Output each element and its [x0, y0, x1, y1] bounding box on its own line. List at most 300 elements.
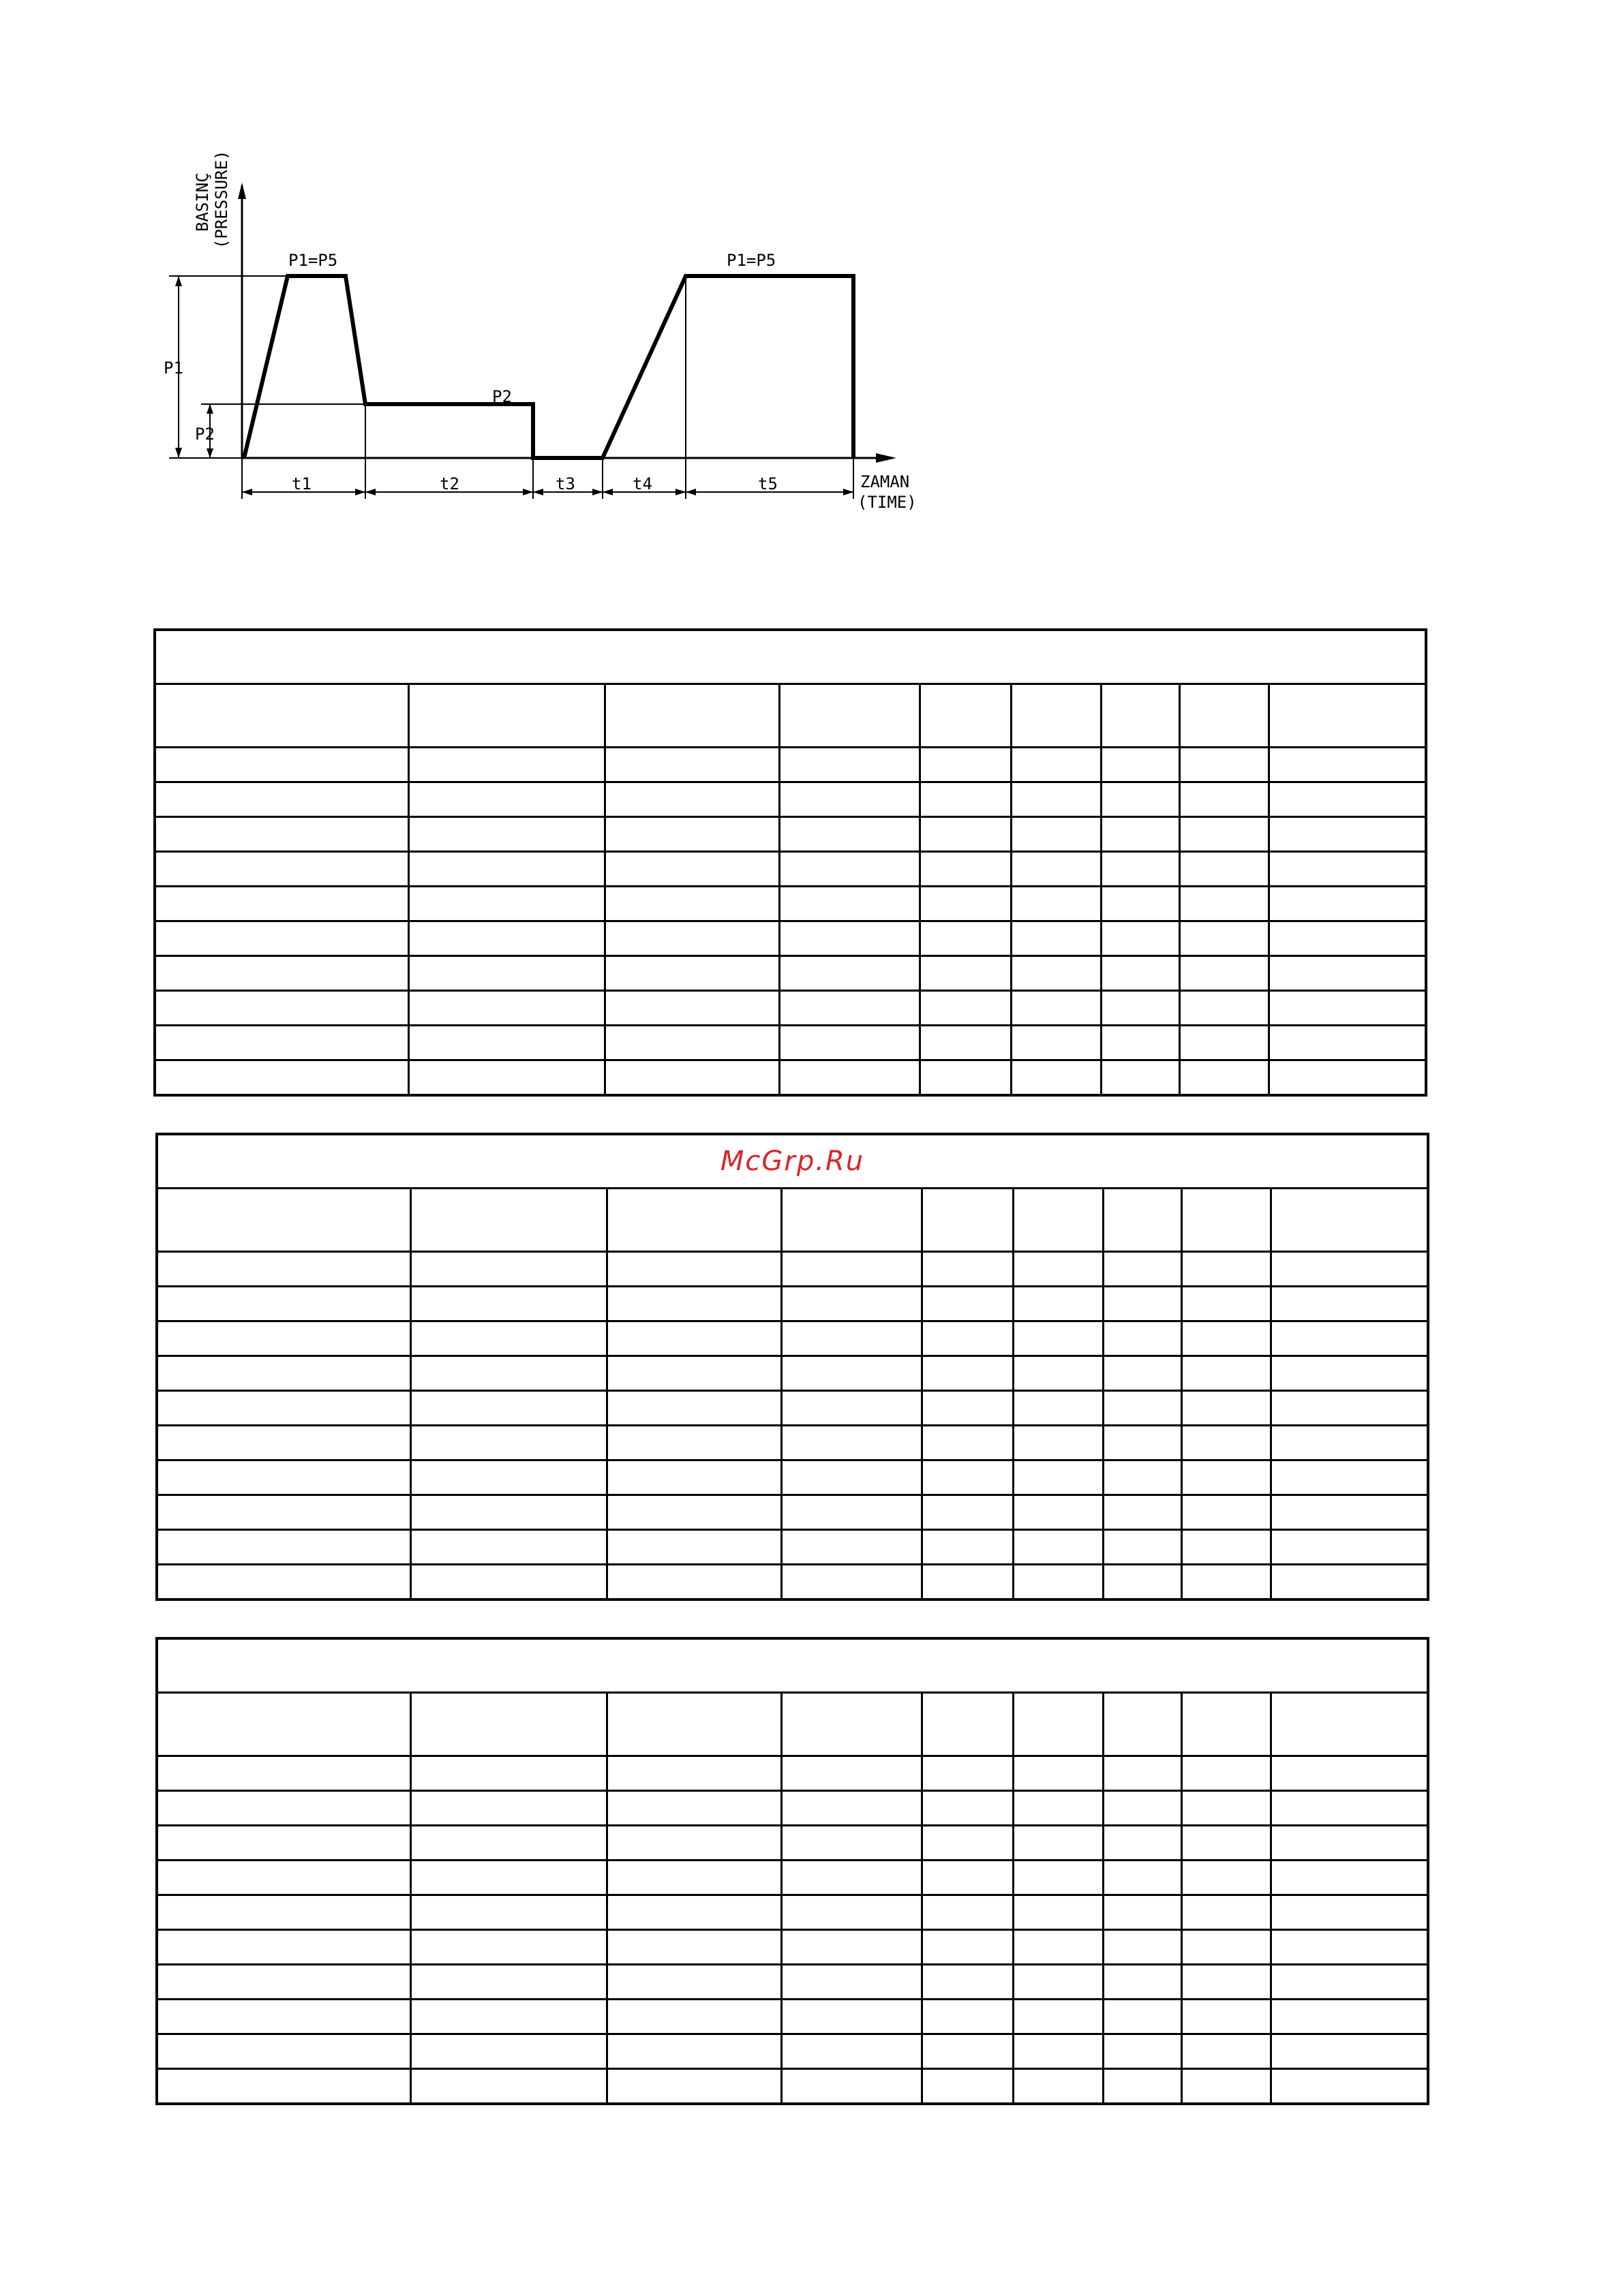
- table-cell: [1013, 1460, 1103, 1495]
- table-cell: [1271, 1252, 1428, 1287]
- table-cell: [410, 2069, 607, 2104]
- table-cell: [1103, 1826, 1181, 1861]
- table-cell: [410, 2000, 607, 2034]
- header-cell: [1013, 1189, 1103, 1252]
- table-cell: [410, 1391, 607, 1426]
- table-cell: [1103, 1426, 1181, 1460]
- table-row: [157, 1287, 1428, 1321]
- table-cell: [781, 1356, 922, 1391]
- table-title: [157, 1134, 1428, 1189]
- table-cell: [1103, 2000, 1181, 2034]
- table-cell: [1181, 1861, 1271, 1895]
- mid-label: P2: [492, 387, 512, 406]
- table-cell: [1269, 852, 1426, 887]
- y-axis-arrow: [238, 183, 246, 199]
- table-cell: [922, 1895, 1013, 1930]
- table-cell: [1101, 852, 1179, 887]
- table-cell: [1103, 1965, 1181, 2000]
- table-cell: [922, 1495, 1013, 1530]
- table-cell: [1181, 1965, 1271, 2000]
- table-cell: [1269, 817, 1426, 852]
- header-cell: [781, 1693, 922, 1756]
- t4-label: t4: [633, 474, 652, 493]
- table-cell: [1271, 1495, 1428, 1530]
- table-cell: [1271, 1321, 1428, 1356]
- table-row: [155, 748, 1426, 782]
- table-cell: [1103, 1321, 1181, 1356]
- p1-arrow-top: [175, 276, 182, 286]
- table-cell: [605, 1026, 779, 1060]
- table-cell: [408, 817, 605, 852]
- table-cell: [1181, 2069, 1271, 2104]
- table-cell: [1101, 782, 1179, 817]
- table-cell: [781, 1495, 922, 1530]
- table-row: [155, 921, 1426, 956]
- table-cell: [155, 956, 408, 991]
- table-1: [153, 628, 1427, 1097]
- table-cell: [922, 1321, 1013, 1356]
- table-cell: [408, 852, 605, 887]
- dim-p1: P1: [164, 358, 183, 378]
- table-cell: [1181, 1287, 1271, 1321]
- table-cell: [1269, 956, 1426, 991]
- header-cell: [1269, 684, 1426, 748]
- table-cell: [410, 1965, 607, 2000]
- table-cell: [781, 1426, 922, 1460]
- header-cell: [605, 684, 779, 748]
- table-cell: [410, 1895, 607, 1930]
- table-cell: [607, 1356, 781, 1391]
- table-row: [157, 2069, 1428, 2104]
- table-cell: [1013, 1826, 1103, 1861]
- table-cell: [408, 991, 605, 1026]
- table-cell: [1013, 2034, 1103, 2069]
- table-cell: [157, 1826, 410, 1861]
- table-cell: [1179, 921, 1269, 956]
- table-cell: [1271, 2034, 1428, 2069]
- table-cell: [408, 1026, 605, 1060]
- t1-label: t1: [292, 474, 312, 493]
- header-cell: [607, 1189, 781, 1252]
- table-cell: [781, 2069, 922, 2104]
- table-cell: [1181, 1321, 1271, 1356]
- header-cell: [1181, 1693, 1271, 1756]
- table-cell: [1271, 1965, 1428, 2000]
- table-cell: [157, 2034, 410, 2069]
- table-row: [157, 1791, 1428, 1826]
- dim-p2: P2: [195, 425, 215, 444]
- table-cell: [922, 1756, 1013, 1791]
- table-cell: [1011, 782, 1101, 817]
- table-cell: [605, 748, 779, 782]
- table-cell: [607, 1530, 781, 1565]
- table-cell: [607, 1252, 781, 1287]
- table-cell: [920, 887, 1011, 921]
- table-cell: [1011, 921, 1101, 956]
- table-cell: [607, 1287, 781, 1321]
- table-cell: [1181, 1391, 1271, 1426]
- table-cell: [157, 1495, 410, 1530]
- table-row: [157, 1895, 1428, 1930]
- table-cell: [920, 817, 1011, 852]
- table-cell: [607, 1495, 781, 1530]
- header-cell: [1011, 684, 1101, 748]
- table-row: [155, 1026, 1426, 1060]
- table-cell: [922, 1356, 1013, 1391]
- x-axis-arrow: [876, 453, 896, 463]
- table-cell: [155, 748, 408, 782]
- table-2: [155, 1133, 1429, 1601]
- table-cell: [781, 2000, 922, 2034]
- header-cell: [410, 1693, 607, 1756]
- table-cell: [410, 1460, 607, 1495]
- table-cell: [410, 1287, 607, 1321]
- table-header-row: [155, 684, 1426, 748]
- table-cell: [1103, 1391, 1181, 1426]
- table-cell: [1101, 1060, 1179, 1096]
- table-cell: [1013, 2069, 1103, 2104]
- table-cell: [1103, 1565, 1181, 1600]
- table-cell: [1103, 1460, 1181, 1495]
- table-cell: [605, 921, 779, 956]
- table-cell: [607, 1460, 781, 1495]
- table-cell: [1181, 1565, 1271, 1600]
- table-cell: [1181, 1791, 1271, 1826]
- table-cell: [1011, 748, 1101, 782]
- table-cell: [922, 1791, 1013, 1826]
- table-row: [157, 1495, 1428, 1530]
- table-cell: [1181, 1460, 1271, 1495]
- table-cell: [1013, 1791, 1103, 1826]
- table-cell: [605, 782, 779, 817]
- table-cell: [157, 1791, 410, 1826]
- table-cell: [1271, 1426, 1428, 1460]
- p2-arrow-top: [207, 404, 213, 414]
- table-cell: [155, 887, 408, 921]
- table-cell: [779, 921, 920, 956]
- table-cell: [607, 1895, 781, 1930]
- table-row: [155, 817, 1426, 852]
- table-cell: [607, 1756, 781, 1791]
- header-cell: [922, 1693, 1013, 1756]
- table-cell: [922, 2034, 1013, 2069]
- table-cell: [607, 2000, 781, 2034]
- table-cell: [605, 817, 779, 852]
- table-cell: [157, 1391, 410, 1426]
- table-cell: [157, 1460, 410, 1495]
- table-cell: [1103, 1252, 1181, 1287]
- table-cell: [781, 1530, 922, 1565]
- t3-label: t3: [556, 474, 575, 493]
- header-cell: [1271, 1189, 1428, 1252]
- table-cell: [157, 1356, 410, 1391]
- table-row: [157, 1321, 1428, 1356]
- table-row: [157, 1530, 1428, 1565]
- table-cell: [922, 1252, 1013, 1287]
- table-cell: [1011, 887, 1101, 921]
- table-row: [155, 887, 1426, 921]
- table-cell: [781, 1565, 922, 1600]
- table-cell: [779, 852, 920, 887]
- table-cell: [410, 2034, 607, 2069]
- table-cell: [157, 2069, 410, 2104]
- table-cell: [1101, 956, 1179, 991]
- table-cell: [1271, 1930, 1428, 1965]
- table-3: [155, 1637, 1429, 2105]
- table-cell: [408, 782, 605, 817]
- x-axis-label-2: (TIME): [858, 493, 917, 512]
- table-cell: [410, 1426, 607, 1460]
- table-cell: [1013, 1391, 1103, 1426]
- table-cell: [781, 1895, 922, 1930]
- table-cell: [1013, 1426, 1103, 1460]
- table-cell: [781, 1930, 922, 1965]
- header-cell: [1181, 1189, 1271, 1252]
- table-cell: [157, 1895, 410, 1930]
- table-cell: [155, 921, 408, 956]
- table-cell: [781, 1756, 922, 1791]
- table-cell: [155, 782, 408, 817]
- table-cell: [408, 887, 605, 921]
- table-cell: [410, 1791, 607, 1826]
- table-cell: [1181, 2000, 1271, 2034]
- table-cell: [1181, 1356, 1271, 1391]
- header-cell: [157, 1693, 410, 1756]
- table-cell: [605, 956, 779, 991]
- table-cell: [1103, 1287, 1181, 1321]
- table-cell: [920, 991, 1011, 1026]
- table-cell: [607, 1391, 781, 1426]
- table-cell: [607, 2034, 781, 2069]
- table-cell: [1101, 921, 1179, 956]
- table-cell: [410, 1530, 607, 1565]
- table-cell: [779, 817, 920, 852]
- table-cell: [607, 1930, 781, 1965]
- header-cell: [410, 1189, 607, 1252]
- table-cell: [410, 1861, 607, 1895]
- table-row: [157, 1756, 1428, 1791]
- table-cell: [781, 1460, 922, 1495]
- table-cell: [410, 1930, 607, 1965]
- table-cell: [1271, 1356, 1428, 1391]
- table-row: [157, 1460, 1428, 1495]
- header-cell: [1103, 1189, 1181, 1252]
- table-row: [157, 1826, 1428, 1861]
- table-cell: [922, 1460, 1013, 1495]
- table-cell: [1103, 1930, 1181, 1965]
- table-cell: [922, 1861, 1013, 1895]
- table-cell: [607, 1426, 781, 1460]
- table-cell: [1181, 1756, 1271, 1791]
- table-row: [157, 1930, 1428, 1965]
- table-cell: [922, 1930, 1013, 1965]
- table-cell: [1013, 1756, 1103, 1791]
- table-row: [157, 2000, 1428, 2034]
- table-cell: [1011, 1026, 1101, 1060]
- table-cell: [1103, 1356, 1181, 1391]
- table-cell: [1179, 956, 1269, 991]
- header-cell: [781, 1189, 922, 1252]
- table-cell: [1179, 887, 1269, 921]
- table-cell: [1181, 1495, 1271, 1530]
- table-cell: [1181, 2034, 1271, 2069]
- table-cell: [607, 1826, 781, 1861]
- table-cell: [779, 1060, 920, 1096]
- peak-label-right: P1=P5: [727, 251, 776, 270]
- table-cell: [1271, 1565, 1428, 1600]
- header-cell: [1103, 1693, 1181, 1756]
- table-cell: [607, 2069, 781, 2104]
- table-cell: [1179, 748, 1269, 782]
- table-cell: [1103, 1530, 1181, 1565]
- table-header-row: [157, 1693, 1428, 1756]
- table-cell: [1103, 1895, 1181, 1930]
- header-cell: [779, 684, 920, 748]
- table-cell: [1271, 1791, 1428, 1826]
- table-cell: [922, 1287, 1013, 1321]
- table-cell: [781, 1321, 922, 1356]
- table-cell: [1013, 2000, 1103, 2034]
- table-cell: [155, 991, 408, 1026]
- table-cell: [922, 2000, 1013, 2034]
- table-cell: [781, 1965, 922, 2000]
- table-cell: [410, 1495, 607, 1530]
- table-cell: [922, 1826, 1013, 1861]
- table-cell: [920, 748, 1011, 782]
- table-cell: [605, 1060, 779, 1096]
- table-cell: [1271, 1391, 1428, 1426]
- table-row: [157, 1861, 1428, 1895]
- table-cell: [1013, 1565, 1103, 1600]
- table-cell: [1269, 782, 1426, 817]
- table-cell: [408, 921, 605, 956]
- table-cell: [779, 956, 920, 991]
- table-row: [155, 782, 1426, 817]
- table-cell: [1269, 1060, 1426, 1096]
- table-cell: [607, 1321, 781, 1356]
- table-row: [157, 2034, 1428, 2069]
- table-title-text: McGrp.Ru: [720, 1146, 865, 1177]
- table-cell: [922, 1965, 1013, 2000]
- table-cell: [1271, 2069, 1428, 2104]
- table-cell: [1101, 748, 1179, 782]
- table-cell: [779, 782, 920, 817]
- table-cell: [1103, 1861, 1181, 1895]
- table-cell: [408, 956, 605, 991]
- table-cell: [1103, 1756, 1181, 1791]
- table-cell: [157, 1861, 410, 1895]
- table-cell: [607, 1791, 781, 1826]
- table-cell: [1013, 1930, 1103, 1965]
- t2-label: t2: [440, 474, 459, 493]
- table-cell: [922, 1426, 1013, 1460]
- table-cell: [605, 887, 779, 921]
- table-cell: [779, 748, 920, 782]
- table-cell: [1179, 782, 1269, 817]
- p2-arrow-bottom: [207, 448, 213, 458]
- table-cell: [1179, 1026, 1269, 1060]
- table-cell: [779, 991, 920, 1026]
- header-cell: [155, 684, 408, 748]
- table-cell: [1179, 1060, 1269, 1096]
- table-cell: [1013, 1895, 1103, 1930]
- header-cell: [157, 1189, 410, 1252]
- table-cell: [1181, 1426, 1271, 1460]
- header-cell: [922, 1189, 1013, 1252]
- x-axis-label-1: ZAMAN: [860, 472, 910, 491]
- table-cell: [157, 1426, 410, 1460]
- table-cell: [920, 782, 1011, 817]
- table-cell: [410, 1756, 607, 1791]
- table-cell: [1271, 1756, 1428, 1791]
- table-row: [157, 1565, 1428, 1600]
- table-cell: [1101, 1026, 1179, 1060]
- y-axis-label-1: BASINÇ: [193, 172, 212, 232]
- table-cell: [157, 1530, 410, 1565]
- table-cell: [1269, 887, 1426, 921]
- header-cell: [1101, 684, 1179, 748]
- table-cell: [607, 1565, 781, 1600]
- table-cell: [410, 1252, 607, 1287]
- table-cell: [922, 1565, 1013, 1600]
- table-cell: [781, 1861, 922, 1895]
- table-cell: [781, 1826, 922, 1861]
- table-cell: [157, 1756, 410, 1791]
- table-cell: [922, 1391, 1013, 1426]
- table-cell: [1011, 817, 1101, 852]
- table-cell: [607, 1965, 781, 2000]
- table-cell: [781, 1287, 922, 1321]
- table-row: [157, 1965, 1428, 2000]
- table-cell: [157, 1930, 410, 1965]
- table-cell: [605, 991, 779, 1026]
- table-cell: [1179, 817, 1269, 852]
- table-cell: [1101, 887, 1179, 921]
- table-cell: [1179, 852, 1269, 887]
- table-cell: [781, 2034, 922, 2069]
- table-cell: [922, 1530, 1013, 1565]
- table-cell: [1011, 852, 1101, 887]
- table-cell: [1269, 748, 1426, 782]
- table-cell: [1013, 1495, 1103, 1530]
- table-cell: [605, 852, 779, 887]
- table-cell: [1013, 1965, 1103, 2000]
- table-cell: [920, 852, 1011, 887]
- table-cell: [1103, 2069, 1181, 2104]
- table-cell: [1181, 1895, 1271, 1930]
- table-cell: [157, 2000, 410, 2034]
- table-header-row: [157, 1189, 1428, 1252]
- table-cell: [781, 1791, 922, 1826]
- table-cell: [155, 817, 408, 852]
- pressure-curve: [244, 276, 853, 458]
- table-cell: [1271, 1826, 1428, 1861]
- header-cell: [1013, 1693, 1103, 1756]
- table-row: [157, 1356, 1428, 1391]
- table-cell: [157, 1252, 410, 1287]
- table-cell: [920, 956, 1011, 991]
- table-cell: [410, 1356, 607, 1391]
- table-cell: [410, 1826, 607, 1861]
- table-cell: [1181, 1252, 1271, 1287]
- table-cell: [1013, 1356, 1103, 1391]
- header-cell: [1179, 684, 1269, 748]
- table-cell: [1271, 1530, 1428, 1565]
- table-cell: [1103, 1495, 1181, 1530]
- table-cell: [157, 1565, 410, 1600]
- table-cell: [1011, 991, 1101, 1026]
- table-cell: [1013, 1287, 1103, 1321]
